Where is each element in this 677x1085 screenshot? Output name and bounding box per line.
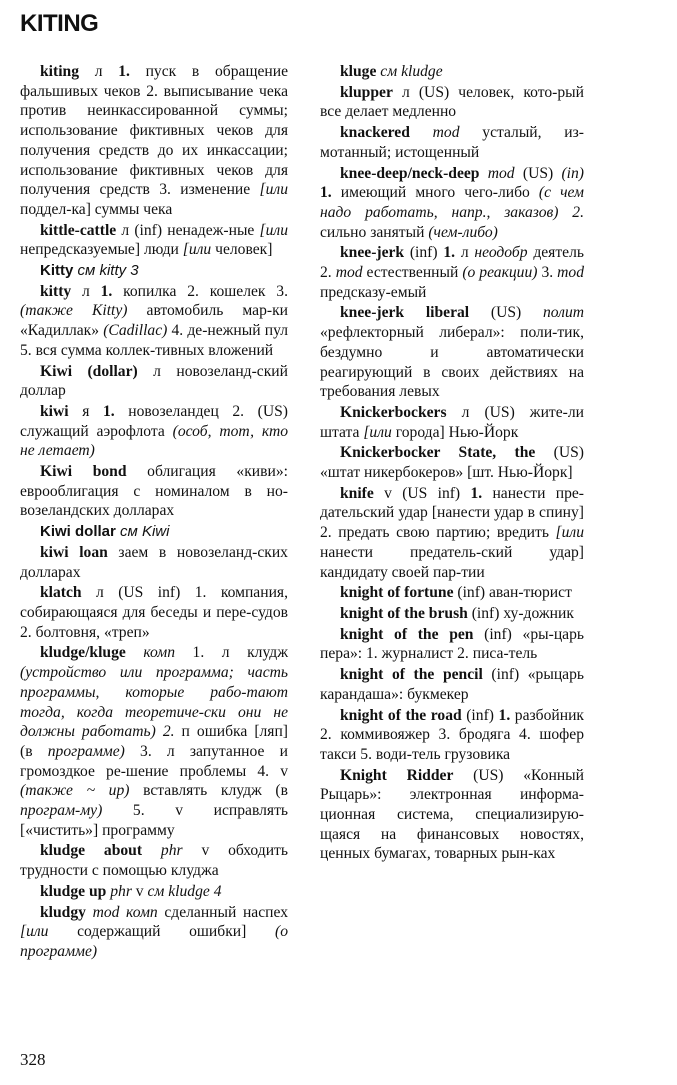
entry-text: копилка 2. кошелек 3. [112,282,288,300]
entry-text: человек] [211,241,273,259]
entry-headword: Knickerbocker State, the [340,444,536,462]
dictionary-entry [20,62,288,220]
entry-headword: Kiwi dollar [40,523,116,541]
dictionary-entry [320,484,584,583]
entry-headword: Kitty [40,262,74,280]
entry-text: нанести пре-дательский удар [нанести удар в спину] 2. предать свою партию; вредить [320,484,584,542]
entry-text: 3. л запутанное и громоздкое ре-шение проблемы 4. v [20,742,288,780]
entry-headword: knee-deep/neck-deep [340,164,480,182]
dictionary-entry [20,903,288,962]
dictionary-entry [320,243,584,302]
entry-text: (с чем надо работать, напр., заказов) 2. [320,184,584,221]
entry-text: (inf) «рыцарь карандаша»: букмекер [320,666,584,703]
entry-text: сделанный наспех [157,903,288,921]
entry-text: заем в новозеланд-ских долларах [20,543,288,581]
entry-text: (US) [469,304,543,322]
entry-headword: kludge about [40,842,143,860]
entry-headword: Kiwi (dollar) [40,362,138,380]
entry-text: л [79,63,119,80]
entry-headword: kludge up [40,882,107,900]
dictionary-entry [20,543,288,582]
entry-text: v [131,882,148,900]
entry-text: л новозеланд-ский доллар [20,362,288,400]
entry-text: содержащий ошибки] [48,923,275,941]
entry-text: облигация «киви»: еврооблигация с номиналом в но-возеландских долларах [20,463,288,520]
dictionary-entry [320,665,584,704]
entry-text [86,904,93,921]
dictionary-entry [20,462,288,521]
entry-headword: Knickerbockers [340,403,447,421]
dictionary-entry [20,841,288,880]
entry-text [156,723,163,740]
entry-text: 1. [443,244,456,262]
page-number: 328 [20,1050,46,1069]
entry-text: (о программе) [20,923,288,960]
entry-headword: knight of fortune [340,584,454,602]
dictionary-entry [20,261,288,281]
dictionary-entry [320,83,584,122]
entry-headword: knight of the pen [340,625,474,643]
entry-text: (inf) «ры-царь пера»: 1. журналист 2. писа-тель [320,625,584,663]
entry-text: mod [487,164,515,182]
dictionary-entry [320,443,584,482]
dictionary-entry [20,583,288,642]
entry-text: (in) [561,164,584,182]
entry-text: сильно занятый [320,223,429,241]
entry-headword: kitty [40,282,72,300]
dictionary-entry [320,604,584,624]
dictionary-entry [320,62,584,82]
entry-headword: knight of the road [340,706,462,724]
entry-text: mod [432,124,460,142]
entry-text: 5. v исправлять [«чистить»] программу [20,802,288,839]
entry-text: [или [182,241,212,259]
entry-text: 1. л клудж [175,644,288,662]
dictionary-entry [20,522,288,542]
entry-text: v обходить трудности с помощью клуджа [20,842,288,880]
entry-text: (особ, тот, кто не летает) [20,422,288,460]
entry-text: (inf) аван-тюрист [453,584,572,602]
entry-text: см Kiwi [115,523,170,541]
entry-text: 1. [320,184,332,202]
entry-text: см kitty 3 [73,262,139,280]
entry-text: (также ~ up) [20,782,130,800]
entry-text [126,644,144,661]
entry-text: v (US inf) [373,484,471,502]
entry-headword: kiting [40,63,79,80]
dictionary-entry [320,164,584,243]
dictionary-entry [20,402,288,461]
entry-headword: kiwi loan [40,543,108,561]
entry-text: phr [160,842,183,860]
entry-text: л (US inf) 1. компания, собирающаяся для беседы и пере-судов 2. болтовня, «треп» [20,584,288,641]
entry-text: предсказу-емый [320,283,427,301]
entry-headword: Knight Ridder [340,766,454,784]
left-column [20,62,288,963]
entry-text: непредсказуемые] люди [20,241,183,259]
entry-text: 1. [100,282,113,300]
dictionary-entry [320,625,584,664]
entry-text: (Cadillac) [103,322,168,340]
entry-text: 1. [118,63,130,80]
entry-text: 1. [102,402,115,420]
entry-text: phr [110,882,132,900]
entry-headword: knight of the pencil [340,666,483,684]
right-column [320,62,584,865]
entry-text: пуск в обращение фальшивых чеков 2. выписывание чека против неинкассированной суммы; использование фиктивных чеков для получения средств до их инкассации; использование фиктивных чеков для получения средств 3. изменение [20,63,288,199]
dictionary-entry [20,643,288,840]
entry-text: нанести предатель-ский удар] кандидату своей пар-тии [320,543,584,581]
entry-text [410,124,433,141]
entry-text: «рефлекторный либерал»: поли-тик, бездумно и автоматически реагирующий в своих действиях на требования левых [320,324,584,401]
entry-text [479,165,487,182]
entry-text: разбойник 2. коммивояжер 3. бродяга 4. шофер такси 5. води-тель грузовика [320,706,584,763]
dictionary-entry [320,583,584,603]
entry-text: новозеландец 2. (US) служащий аэрофлота [20,402,288,440]
entry-text: имеющий много чего-либо [331,184,539,202]
entry-headword: Kiwi bond [40,463,127,481]
entry-text: л (US) человек, кото-рый все делает медленно [320,83,584,121]
entry-text: mod комп [92,903,158,921]
entry-text: [или [20,923,49,941]
entry-text: программе) [47,742,125,760]
entry-text: см kludge [376,63,443,80]
entry-text: [или [555,524,584,542]
entry-headword: knight of the brush [340,604,468,622]
entry-headword: kluge [340,63,377,80]
entry-headword: klatch [40,584,82,602]
page-header: KITING [20,10,99,37]
entry-text: [или [259,221,288,239]
entry-text: [или [363,423,392,441]
entry-text: автомобиль мар-ки «Кадиллак» [20,302,288,340]
entry-headword: kludgy [40,903,86,921]
entry-text: деятель 2. [320,244,584,282]
entry-text: п ошибка [ляп] (в [20,723,288,760]
dictionary-entry [20,282,288,361]
entry-text: города] Нью-Йорк [391,423,519,441]
entry-text: 1. [470,484,483,502]
entry-text: 1. [498,706,511,724]
entry-text: (inf) ху-дожник [467,604,574,622]
dictionary-entry [320,403,584,442]
entry-text: см kludge 4 [147,882,222,900]
entry-text: л [455,244,475,262]
entry-headword: kiwi [40,402,69,420]
entry-headword: kittle-cattle [40,221,117,239]
entry-text: mod [557,264,585,282]
entry-text: (inf) [404,244,444,262]
dictionary-entry [320,303,584,402]
entry-text: програм-му) [20,802,103,820]
entry-text: поддел-ка] суммы чека [20,200,173,218]
entry-text: (US) [514,164,562,182]
entry-text: естественный [362,264,463,282]
entry-text: я [68,402,103,420]
entry-text: (US) «штат никербокеров» [шт. Нью-Йорк] [320,444,585,482]
entry-text: л [71,282,101,300]
dictionary-entry [320,123,584,162]
entry-headword: knee-jerk liberal [340,304,470,322]
entry-text: полит [542,304,585,322]
entry-text: (также Kitty) [20,302,128,320]
entry-text: л (inf) ненадеж-ные [116,221,260,239]
entry-text: вставлять клудж (в [129,782,288,800]
entry-text: mod [335,264,363,282]
entry-text: (чем-либо) [428,223,498,241]
dictionary-entry [20,882,288,902]
dictionary-entry [20,362,288,401]
entry-text: 4. де-нежный пул 5. вся сумма коллек-тивных вложений [20,322,288,359]
entry-text: комп [143,644,175,662]
entry-headword: knee-jerk [340,244,405,262]
entry-text: л (US) жите-ли штата [320,403,584,441]
entry-headword: kludge/kluge [40,644,126,662]
entry-text: усталый, из-мотанный; истощенный [320,124,585,161]
entry-headword: klupper [340,83,393,101]
dictionary-entry [320,766,584,865]
entry-text: (inf) [461,706,499,724]
entry-text: неодобр [474,244,528,262]
entry-text [142,842,161,859]
entry-text: 2. [162,723,175,741]
entry-headword: knackered [340,124,410,142]
entry-text: (устройство или программа; часть программы, которые рабо-тают тогда, когда теоретиче-ски они не должны работать) [20,664,288,741]
entry-text: (о реакции) [462,264,538,282]
entry-headword: knife [340,484,374,502]
entry-text: [или [259,181,288,199]
dictionary-entry [320,706,584,765]
entry-text: (US) «Конный Рыцарь»: электронная информа-ционная система, специализирую-щаяся на финансовых новостях, ценных бумагах, товарных рын-ках [320,766,584,863]
dictionary-entry [20,221,288,260]
entry-text: 3. [537,264,558,282]
